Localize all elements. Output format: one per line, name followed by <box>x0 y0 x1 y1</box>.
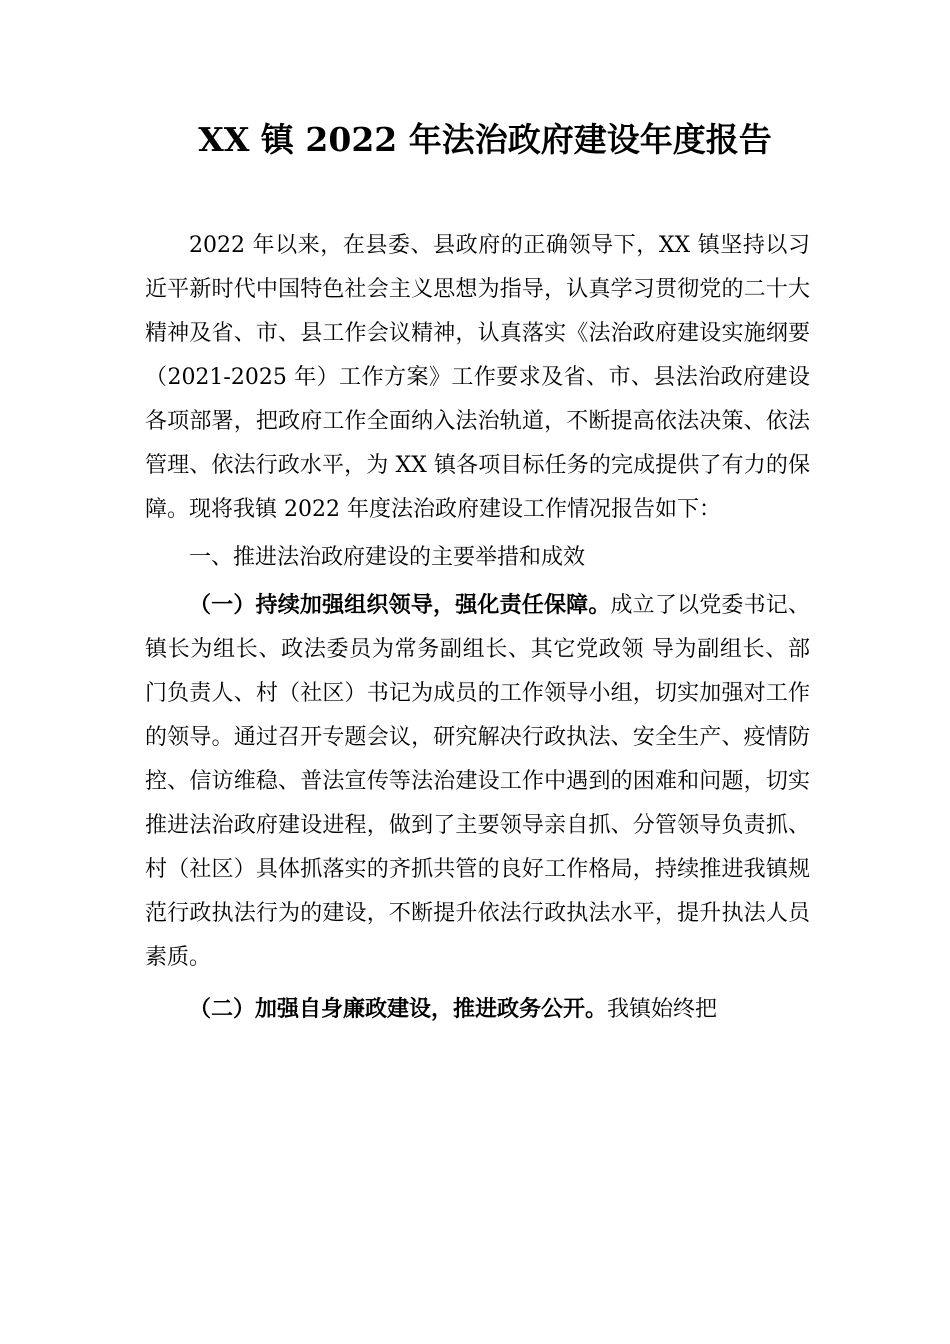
document-title: XX 镇 2022 年法治政府建设年度报告 <box>198 120 772 159</box>
subsection-1-paragraph <box>145 584 810 980</box>
subsection-1-text: 成立了以党委书记、镇长为组长、政法委员为常务副组长、其它党政领 导为副组长、部门负责人、村（社区）书记为成员的工作领导小组，切实加强对工作的领导。通过召开专题会议，研究解决行政执法、安全生产、疫情防控、信访维稳、普法宣传等法治建设工作中遇到的困难和问题，切实推进法治政府建设进程，做到了主要领导亲自抓、分管领导负责抓、村（社区）具体抓落实的齐抓共管的良好工作格局，持续推进我镇规范行政执法行为的建设，不断提升依法行政执法水平，提升执法人员素质。 <box>145 593 810 970</box>
subsection-2-text: 我镇始终把 <box>607 997 718 1022</box>
subsection-1-heading: （一）持续加强组织领导，强化责任保障。 <box>189 593 611 618</box>
subsection-2-heading: （二）加强自身廉政建设，推进政务公开。 <box>189 997 608 1022</box>
intro-paragraph: 2022 年以来，在县委、县政府的正确领导下，XX 镇坚持以习近平新时代中国特色社会主义思想为指导，认真学习贯彻党的二十大精神及省、市、县工作会议精神，认真落实《法治政府建设实施纲要（2021-2025 年）工作方案》工作要求及省、市、县法治政府建设各项部署，把政府工作全面纳入法治轨道，不断提高依法决策、依法管理、依法行政水平，为 XX 镇各项目标任务的完成提供了有力的保障。现将我镇 2022 年度法治政府建设工作情况报告如下： <box>145 233 810 522</box>
document-body <box>145 224 810 1032</box>
subsection-2-paragraph <box>145 988 810 1032</box>
section-1-heading: 一、推进法治政府建设的主要举措和成效 <box>189 545 586 570</box>
